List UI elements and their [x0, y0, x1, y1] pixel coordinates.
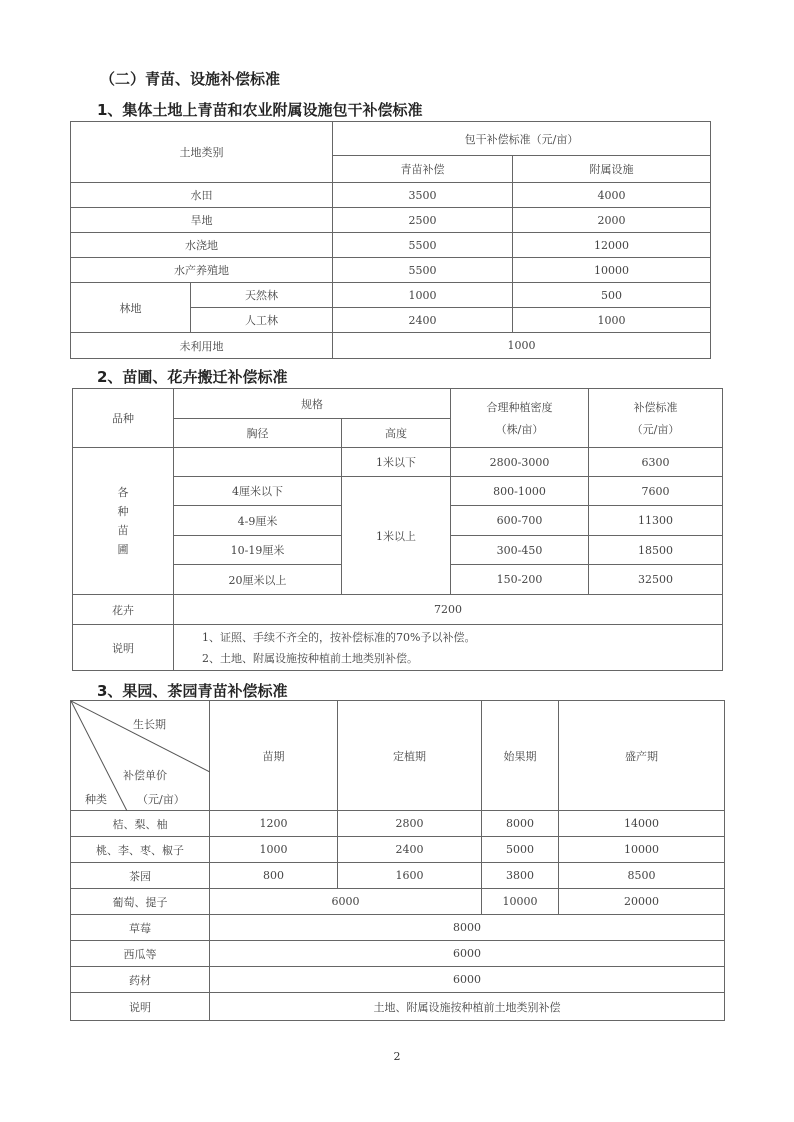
kind: 西瓜等	[71, 941, 210, 967]
crop-value: 1000	[333, 283, 513, 308]
land-type: 旱地	[71, 208, 333, 233]
stage-header: 盛产期	[559, 701, 725, 811]
kind: 草莓	[71, 915, 210, 941]
table-row	[71, 233, 711, 258]
facility-value: 12000	[513, 233, 711, 258]
kind: 茶园	[71, 863, 210, 889]
value: 6000	[210, 941, 725, 967]
value: 14000	[559, 811, 725, 837]
standard-value: 18500	[589, 536, 723, 565]
header-lump-sum: 包干补偿标准（元/亩）	[333, 122, 711, 156]
notes	[174, 625, 723, 671]
value: 6000	[210, 889, 482, 915]
facility-value: 4000	[513, 183, 711, 208]
table-row	[71, 993, 725, 1021]
value: 5000	[482, 837, 559, 863]
value: 8000	[210, 915, 725, 941]
value: 2800	[338, 811, 482, 837]
value: 20000	[559, 889, 725, 915]
table-row	[71, 208, 711, 233]
table-row	[71, 283, 711, 308]
dbh-value: 20厘米以上	[174, 565, 342, 595]
value: 8000	[482, 811, 559, 837]
stage-header: 苗期	[210, 701, 338, 811]
flowers-value: 7200	[174, 595, 723, 625]
diag-price: 补偿单价	[123, 769, 167, 782]
standard-value: 32500	[589, 565, 723, 595]
density-value: 150-200	[451, 565, 589, 595]
table2-title: 2、苗圃、花卉搬迁补偿标准	[97, 368, 288, 386]
nursery-label	[73, 448, 174, 595]
dbh-value: 4厘米以下	[174, 477, 342, 506]
note-label: 说明	[73, 625, 174, 671]
section-title: （二）青苗、设施补偿标准	[100, 70, 281, 88]
density-unit: （株/亩）	[495, 423, 544, 436]
table2	[72, 388, 723, 671]
table-row	[73, 625, 723, 671]
table-row	[71, 967, 725, 993]
unused-value: 1000	[333, 333, 711, 359]
diag-unit: （元/亩）	[137, 793, 185, 806]
land-type: 水产养殖地	[71, 258, 333, 283]
table-row	[71, 863, 725, 889]
value: 800	[210, 863, 338, 889]
kind: 桔、梨、柚	[71, 811, 210, 837]
table-row	[71, 837, 725, 863]
value: 6000	[210, 967, 725, 993]
standard-value: 6300	[589, 448, 723, 477]
density-label: 合理种植密度	[486, 401, 553, 414]
kind: 葡萄、提子	[71, 889, 210, 915]
density-value: 600-700	[451, 506, 589, 536]
crop-value: 2400	[333, 308, 513, 333]
header-standard	[589, 389, 723, 448]
nursery-char: 种	[117, 505, 129, 518]
value: 1200	[210, 811, 338, 837]
table3-title: 3、果园、茶园青苗补偿标准	[97, 682, 288, 700]
header-land-type: 土地类别	[71, 122, 333, 183]
table-row	[71, 183, 711, 208]
header-spec: 规格	[174, 389, 451, 419]
stage-header: 始果期	[482, 701, 559, 811]
header-facility: 附属设施	[513, 156, 711, 183]
table-row	[71, 258, 711, 283]
land-type: 未利用地	[71, 333, 333, 359]
dbh-value: 4-9厘米	[174, 506, 342, 536]
standard-unit: （元/亩）	[631, 423, 680, 436]
table-row	[71, 889, 725, 915]
standard-value: 11300	[589, 506, 723, 536]
diag-growth: 生长期	[133, 718, 166, 731]
kind: 药材	[71, 967, 210, 993]
diag-kind: 种类	[85, 793, 107, 806]
facility-value: 1000	[513, 308, 711, 333]
density-value: 800-1000	[451, 477, 589, 506]
density-value: 300-450	[451, 536, 589, 565]
note-label: 说明	[71, 993, 210, 1021]
dbh-value: 10-19厘米	[174, 536, 342, 565]
value: 8500	[559, 863, 725, 889]
facility-value: 500	[513, 283, 711, 308]
table-row	[73, 595, 723, 625]
value: 10000	[482, 889, 559, 915]
table1-title: 1、集体土地上青苗和农业附属设施包干补偿标准	[97, 101, 423, 119]
page-number: 2	[393, 1050, 401, 1063]
value: 1000	[210, 837, 338, 863]
value: 2400	[338, 837, 482, 863]
crop-value: 2500	[333, 208, 513, 233]
header-height: 高度	[342, 419, 451, 448]
nursery-char: 圃	[117, 543, 129, 556]
nursery-char: 各	[117, 486, 129, 499]
table-row	[71, 915, 725, 941]
value: 3800	[482, 863, 559, 889]
height-above: 1米以上	[342, 477, 451, 595]
header-variety: 品种	[73, 389, 174, 448]
land-type: 水田	[71, 183, 333, 208]
value: 10000	[559, 837, 725, 863]
crop-value: 5500	[333, 258, 513, 283]
table-row	[71, 333, 711, 359]
nursery-char: 苗	[117, 524, 129, 537]
table-row	[73, 448, 723, 477]
note: 土地、附属设施按种植前土地类别补偿	[210, 993, 725, 1021]
kind: 桃、李、枣、椒子	[71, 837, 210, 863]
facility-value: 2000	[513, 208, 711, 233]
facility-value: 10000	[513, 258, 711, 283]
flowers-label: 花卉	[73, 595, 174, 625]
land-type: 水浇地	[71, 233, 333, 258]
table3	[70, 700, 725, 1021]
density-value: 2800-3000	[451, 448, 589, 477]
table-row	[71, 941, 725, 967]
table1	[70, 121, 711, 359]
note-line: 2、土地、附属设施按种植前土地类别补偿。	[202, 651, 418, 665]
header-dbh: 胸径	[174, 419, 342, 448]
forest-label: 林地	[71, 283, 191, 333]
standard-label: 补偿标准	[633, 401, 678, 414]
note-line: 1、证照、手续不齐全的，按补偿标准的70%予以补偿。	[202, 630, 476, 644]
dbh-value	[174, 448, 342, 477]
forest-sub: 人工林	[191, 308, 333, 333]
crop-value: 3500	[333, 183, 513, 208]
header-density	[451, 389, 589, 448]
value: 1600	[338, 863, 482, 889]
header-crop: 青苗补偿	[333, 156, 513, 183]
standard-value: 7600	[589, 477, 723, 506]
forest-sub: 天然林	[191, 283, 333, 308]
height-value: 1米以下	[342, 448, 451, 477]
table-row	[71, 811, 725, 837]
crop-value: 5500	[333, 233, 513, 258]
diagonal-header	[71, 701, 210, 811]
stage-header: 定植期	[338, 701, 482, 811]
